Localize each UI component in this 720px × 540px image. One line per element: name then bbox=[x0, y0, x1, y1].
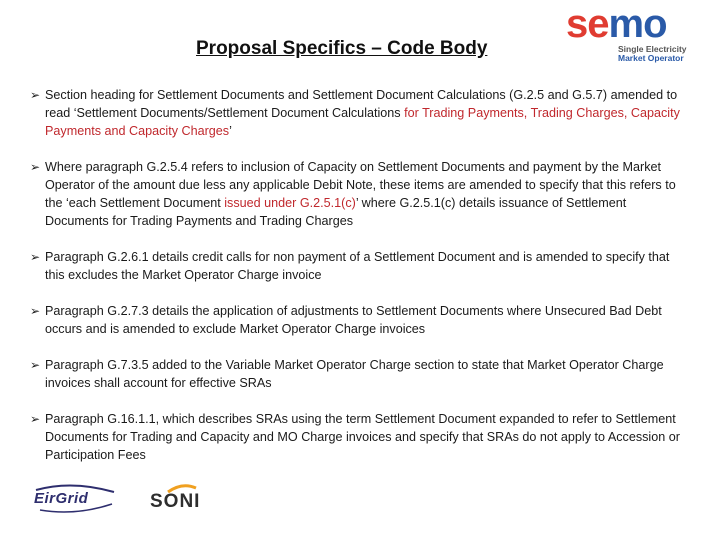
bullet-item bbox=[30, 248, 690, 284]
bullet-item bbox=[30, 302, 690, 338]
eirgrid-text: EirGrid bbox=[34, 490, 89, 507]
semo-tagline bbox=[618, 45, 687, 63]
bullet-item bbox=[30, 86, 690, 140]
semo-tagline-line2: Market Operator bbox=[618, 53, 684, 63]
semo-logo bbox=[566, 4, 696, 62]
bullet-text: Paragraph G.2.6.1 details credit calls for non payment of a Settlement Document and is amended to specify that this excludes the Market Operator Charge invoice bbox=[45, 250, 670, 282]
semo-tagline-line1: Single Electricity bbox=[618, 44, 687, 54]
bullet-text: ’ where G.2.5.1(c) details issuance of Settlement Documents for Trading Payments and Trading Charges bbox=[45, 196, 627, 228]
highlighted-text: for Trading Payments, Trading Charges, Capacity Payments and Capacity Charges bbox=[45, 106, 680, 138]
bullet-item bbox=[30, 158, 690, 230]
slide-title: Proposal Specifics – Code Body bbox=[196, 38, 488, 59]
arrow-bullet-icon: ➢ bbox=[30, 412, 41, 426]
arrow-bullet-icon: ➢ bbox=[30, 88, 41, 102]
footer-logos bbox=[32, 482, 252, 522]
eirgrid-logo bbox=[32, 482, 118, 514]
semo-wordmark: semo bbox=[566, 2, 667, 46]
bullet-list bbox=[30, 86, 690, 482]
bullet-text: Paragraph G.2.7.3 details the application of adjustments to Settlement Documents where Unsecured Bad Debt occurs and is amended to exclude Market Operator Charge invoices bbox=[45, 304, 662, 336]
bullet-text: Paragraph G.7.3.5 added to the Variable Market Operator Charge section to state that Market Operator Charge invoices shall account for effective SRAs bbox=[45, 358, 664, 390]
soni-logo bbox=[148, 482, 248, 518]
bullet-text: Paragraph G.16.1.1, which describes SRAs using the term Settlement Document expanded to refer to Settlement Documents for Trading and Capacity and MO Charge invoices and specify that SRAs do not apply to Accession or Participation Fees bbox=[45, 412, 680, 462]
arrow-bullet-icon: ➢ bbox=[30, 304, 41, 318]
bullet-item bbox=[30, 410, 690, 464]
soni-text: SONI bbox=[150, 491, 201, 512]
bullet-text: Where paragraph G.2.5.4 refers to inclusion of Capacity on Settlement Documents and payment by the Market Operator of the amount due less any applicable Debit Note, these items are amended to specify that this refers to the ‘each Settlement Document bbox=[45, 160, 676, 210]
bullet-text: Section heading for Settlement Documents and Settlement Document Calculations (G.2.5 and G.5.7) amended to read ‘Settlement Documents/Settlement Document Calculations bbox=[45, 88, 678, 120]
bullet-item bbox=[30, 356, 690, 392]
bullet-text: ’ bbox=[229, 124, 232, 138]
arrow-bullet-icon: ➢ bbox=[30, 250, 41, 264]
arrow-bullet-icon: ➢ bbox=[30, 160, 41, 174]
arrow-bullet-icon: ➢ bbox=[30, 358, 41, 372]
highlighted-text: issued under G.2.5.1(c) bbox=[224, 196, 356, 210]
